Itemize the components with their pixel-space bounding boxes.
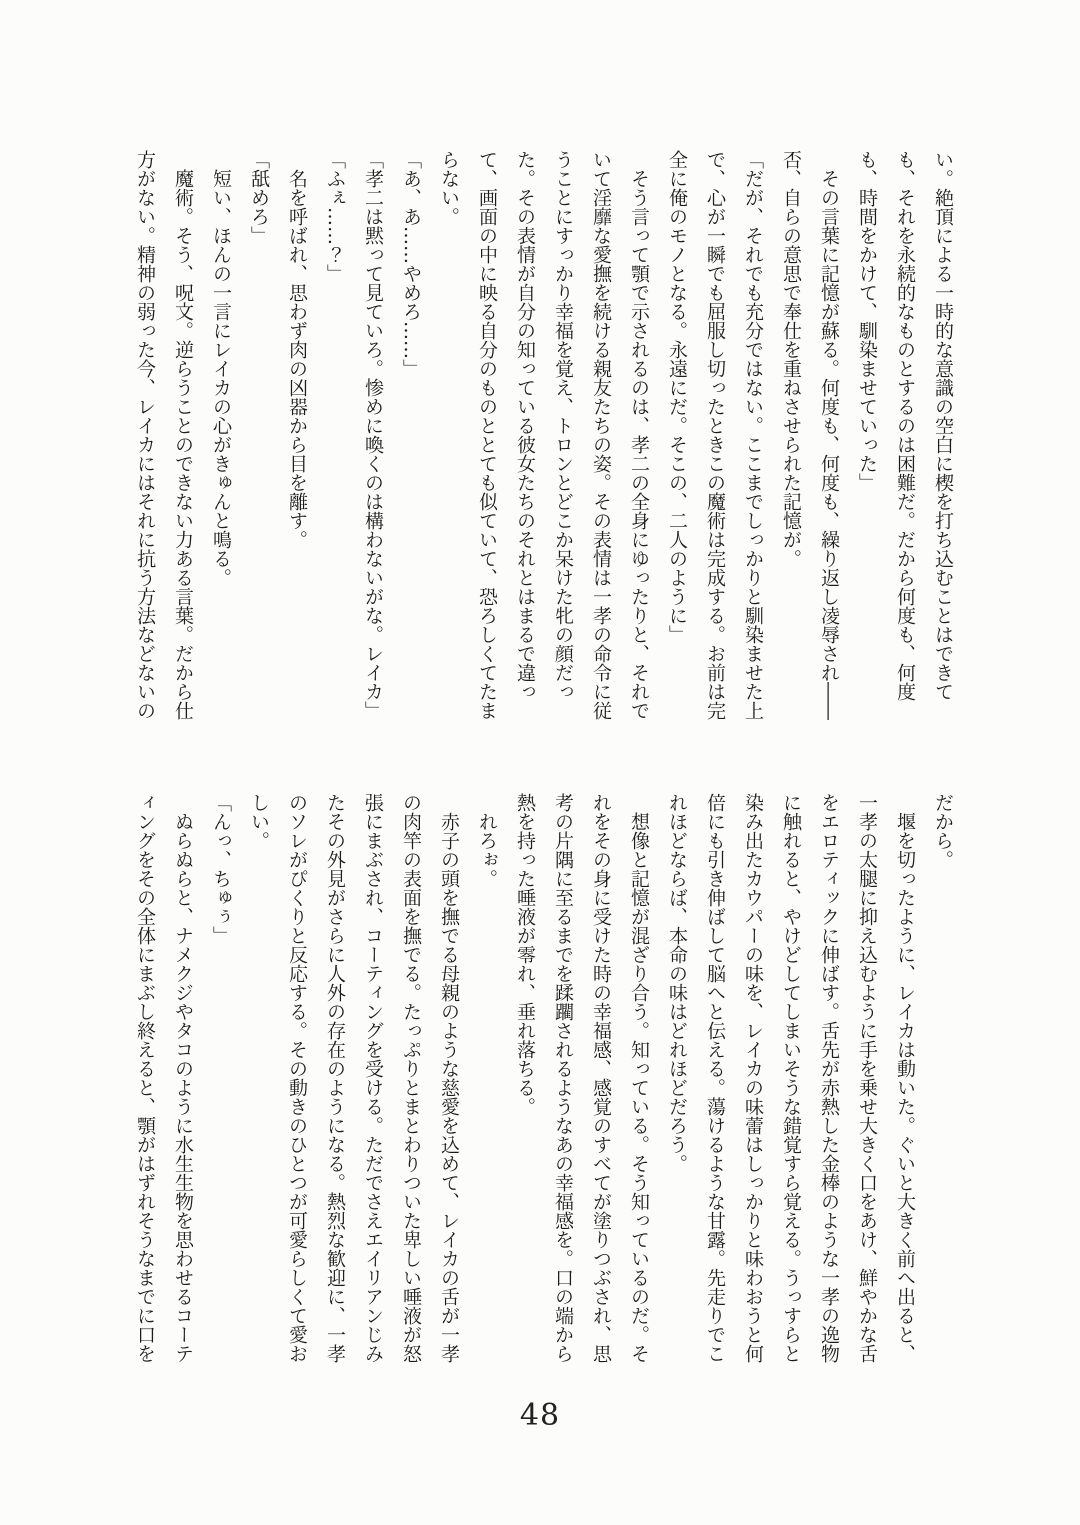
text-line: 短い、ほんの一言にレイカの心がきゅんと鳴る。 (210, 169, 232, 587)
text-line: 倍にも引き伸ばして脳へと伝える。蕩けるような甘露。先走りでこ (704, 793, 726, 1363)
text-line: 張にまぶされ、コーティングを受ける。ただでさえエイリアンじみ (362, 793, 384, 1363)
text-line: ぬらぬらと、ナメクジやタコのように水生生物を思わせるコーテ (172, 812, 194, 1363)
text-line: 方がない。精神の弱った今、レイカにはそれに抗う方法などないの (134, 150, 156, 720)
text-line: 「ふぇ……？」 (324, 150, 346, 283)
text-line: そう言って顎で示されるのは、孝二の全身にゆったりと、それで (628, 169, 650, 720)
text-line: 一孝の太腿に抑え込むように手を乗せ大きく口をあけ、鮮やかな舌 (856, 793, 878, 1363)
text-line: 熱を持った唾液が零れ、垂れ落ちる。 (514, 793, 536, 1116)
text-line: 堰を切ったように、レイカは動いた。ぐいと大きく前へ出ると、 (894, 812, 916, 1363)
text-line: 「んっ、ちゅぅ」 (210, 793, 232, 945)
text-line: 否、自らの意思で奉仕を重ねさせられた記憶が。 (780, 150, 802, 568)
text-line: た。その表情が自分の知っている彼女たちのそれとはまるで違っ (514, 150, 536, 701)
text-line: も、時間をかけて、馴染ませていった」 (856, 150, 878, 492)
text-line: 「あ、あ……やめろ……」 (400, 150, 422, 378)
text-line: だから。 (932, 793, 954, 869)
text-line: 「だが、それでも充分ではない。ここまでしっかりと馴染ませた上 (742, 150, 764, 720)
text-line: しい。 (248, 793, 270, 850)
text-line: たその外見がさらに人外の存在のようになる。熱烈な歓迎に、一孝 (324, 793, 346, 1363)
text-line: のソレがぴくりと反応する。その動きのひとつが可愛らしくて愛お (286, 793, 308, 1363)
text-line: 「孝二は黙って見ていろ。惨めに喚くのは構わないがな。レイカ」 (362, 150, 384, 720)
page-number: 48 (519, 1398, 561, 1433)
top-text-block (126, 150, 962, 770)
text-line: い。絶頂による一時的な意識の空白に楔を打ち込むことはできて (932, 150, 954, 701)
text-line: 魔術。そう、呪文。逆らうことのできない力ある言葉。だから仕 (172, 169, 194, 720)
text-line: の肉竿の表面を撫でる。たっぷりとまとわりついた卑しい唾液が怒 (400, 793, 422, 1363)
text-line: をエロティックに伸ばす。舌先が赤熱した金棒のような一孝の逸物 (818, 793, 840, 1363)
bottom-text-block (126, 793, 962, 1413)
text-line: うことにすっかり幸福を覚え、トロンとどこか呆けた牝の顔だっ (552, 150, 574, 701)
text-line: れろぉ。 (476, 812, 498, 888)
text-line: れほどならば、本命の味はどれほどだろう。 (666, 793, 688, 1173)
text-line: れをその身に受けた時の幸福感、感覚のすべてが塗りつぶされ、思 (590, 793, 612, 1363)
text-line: らない。 (438, 150, 460, 226)
text-line: 名を呼ばれ、思わず肉の凶器から目を離す。 (286, 169, 308, 549)
text-line: いて淫靡な愛撫を続ける親友たちの姿。その表情は一孝の命令に従 (590, 150, 612, 720)
text-line: で、心が一瞬でも屈服し切ったときこの魔術は完成する。お前は完 (704, 150, 726, 720)
text-line: 赤子の頭を撫でる母親のような慈愛を込めて、レイカの舌が一孝 (438, 812, 460, 1363)
text-line: ィングをその全体にまぶし終えると、顎がはずれそうなまでに口を (134, 793, 156, 1363)
text-line: 想像と記憶が混ざり合う。知っている。そう知っているのだ。そ (628, 812, 650, 1363)
text-line: 染み出たカウパーの味を、レイカの味蕾はしっかりと味わおうと何 (742, 793, 764, 1363)
text-line: も、それを永続的なものとするのは困難だ。だから何度も、何度 (894, 150, 916, 701)
text-line: に触れると、やけどしてしまいそうな錯覚すら覚える。うっすらと (780, 793, 802, 1363)
text-line: 考の片隅に至るまでを蹂躙されるようなあの幸福感を。口の端から (552, 793, 574, 1363)
text-line: 全に俺のモノとなる。永遠にだ。そこの、二人のように」 (666, 150, 688, 644)
text-line: その言葉に記憶が蘇る。何度も、何度も、繰り返し凌辱され―― (818, 169, 840, 720)
text-line: 「舐めろ」 (248, 150, 270, 245)
text-line: て、画面の中に映る自分のものととても似ていて、恐ろしくてたま (476, 150, 498, 720)
